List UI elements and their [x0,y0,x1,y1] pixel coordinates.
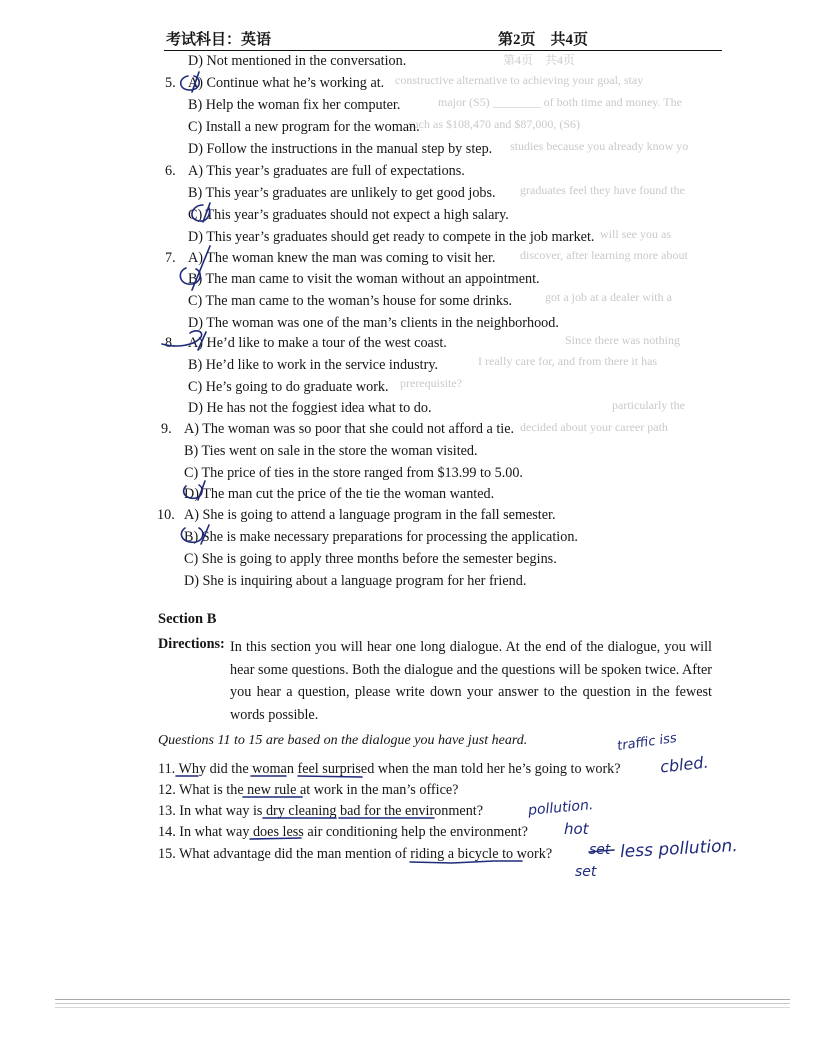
handwritten-answer-15: less pollution. [619,835,739,863]
handwritten-answer-11b: cbled. [659,752,710,777]
option-8c: C) He’s going to do graduate work. [188,379,389,395]
scan-edge-line [55,1007,790,1008]
bleed-line: major (S5) ________ of both time and money. The [438,95,682,109]
handwritten-answer-13: pollution. [527,797,594,819]
option-7b: B) The man came to visit the woman without an appointment. [188,271,540,287]
option-10c: C) She is going to apply three months before the semester begins. [184,551,557,567]
bleed-line: studies because you already know yo [510,139,689,153]
bleed-line: particularly the [612,398,685,412]
question-number: 8. [165,335,176,351]
option-8b: B) He’d like to work in the service industry. [188,357,439,373]
bleed-line: constructive alternative to achieving your goal, stay [395,73,644,87]
bleed-line: decided about your career path [520,420,668,434]
option-9d: D) The man cut the price of the tie the woman wanted. [184,486,495,502]
section-b-title: Section B [158,611,217,627]
option-5c: C) Install a new program for the woman. [188,119,420,135]
option-9a: A) The woman was so poor that she could not afford a tie. [184,421,515,437]
exam-subject: 考试科目：英语 [166,32,272,48]
bleed-line: I really care for, and from there it has [478,354,658,368]
option-6d: D) This year’s graduates should get ready to compete in the job market. [188,229,595,245]
option-9c: C) The price of ties in the store ranged from $13.99 to 5.00. [184,465,523,481]
option-7c: C) The man came to the woman’s house for some drinks. [188,293,513,309]
questions-intro: Questions 11 to 15 are based on the dialogue you have just heard. [158,733,528,748]
option-6a: A) This year’s graduates are full of expectations. [188,163,465,179]
question-11: 11. Why did the woman feel surprised when the man told her he’s going to work? [158,761,621,777]
scan-edge-line [55,999,790,1000]
question-number: 6. [165,163,176,179]
handwritten-answer-11a: traffic iss [616,730,678,755]
bleed-line: will see you as [600,227,671,241]
question-number: 9. [161,421,172,437]
option-10d: D) She is inquiring about a language program for her friend. [184,573,527,589]
bleed-line: Since there was nothing [565,333,680,347]
header-divider [164,50,722,51]
option-6b: B) This year’s graduates are unlikely to get good jobs. [188,185,496,201]
option-4d: D) Not mentioned in the conversation. [188,53,407,69]
bleed-line: discover, after learning more about [520,248,688,262]
question-13: 13. In what way is dry cleaning bad for the environment? [158,803,484,819]
option-5a: A) Continue what he’s working at. [188,75,385,91]
bleed-line: got a job at a dealer with a [545,290,672,304]
scan-edge-line [55,1003,790,1004]
option-10a: A) She is going to attend a language program in the fall semester. [184,507,556,523]
question-14: 14. In what way does less air conditioning help the environment? [158,824,528,840]
question-number: 5. [165,75,176,91]
option-7d: D) The woman was one of the man’s clients in the neighborhood. [188,315,559,331]
option-8a: A) He’d like to make a tour of the west coast. [188,335,447,351]
handwritten-answer-14: hot [564,820,589,838]
page-header [166,26,722,52]
question-number: 10. [157,507,175,523]
option-9b: B) Ties went on sale in the store the woman visited. [184,443,478,459]
question-number: 7. [165,250,176,266]
handwritten-struck-word: set [589,842,611,858]
page-number: 第2页 共4页 [498,32,589,48]
directions-text: In this section you will hear one long dialogue. At the end of the dialogue, you will hear some questions. Both the dialogue and the questions will be spoken twice. After you hear a question, please write down your answer to the question in the fewest words possible. [230,639,712,723]
question-15: 15. What advantage did the man mention of riding a bicycle to work? [158,846,553,862]
question-12: 12. What is the new rule at work in the man’s office? [158,782,459,798]
option-5d: D) Follow the instructions in the manual step by step. [188,141,493,157]
option-5b: B) Help the woman fix her computer. [188,97,401,113]
option-10b: B) She is make necessary preparations for processing the application. [184,529,578,545]
option-6c: C) This year’s graduates should not expect a high salary. [188,207,509,223]
bleed-line: prerequisite? [400,376,462,390]
option-8d: D) He has not the foggiest idea what to do. [188,400,432,416]
bleed-line: 第4页 共4页 [503,53,576,67]
option-7a: A) The woman knew the man was coming to visit her. [188,250,496,266]
directions-label: Directions: [158,636,225,652]
bleed-line: such as $108,470 and $87,000, (S6) [408,117,580,131]
handwritten-note: set [575,864,597,880]
bleed-line: graduates feel they have found the [520,183,685,197]
